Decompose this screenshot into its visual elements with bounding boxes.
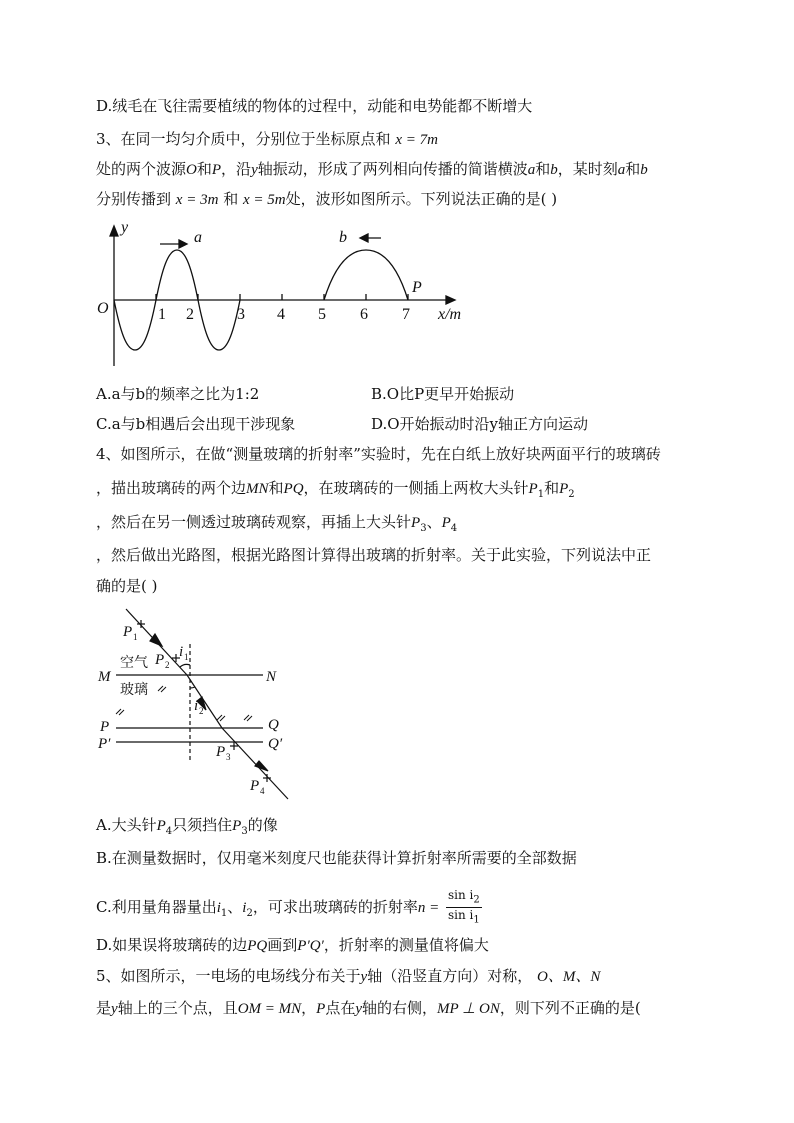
q4-ray-in-glass	[187, 675, 222, 728]
q4-option-b	[96, 848, 577, 868]
q3-math: a	[527, 162, 536, 178]
q4-sub: 3	[420, 523, 427, 534]
q3-origin-label: O	[97, 300, 109, 317]
q4-math: i	[216, 899, 221, 916]
q4-text: ，折射率的测量值将偏大	[323, 936, 489, 954]
q4-math: P	[156, 818, 166, 834]
q4-label-p3-sub: 3	[226, 752, 231, 762]
q3-math: y	[251, 162, 258, 178]
q4-text: 、	[426, 513, 442, 531]
q5-text: 5、如图所示，一电场的电场线分布关于	[96, 967, 361, 985]
q4-option-a	[96, 815, 278, 842]
q5-text: ，	[301, 999, 317, 1017]
q4-angle-i2-arc	[190, 687, 195, 688]
q4-text: 4、如图所示，在做“测量玻璃的折射率”实验时，先在白纸上放好块两面平行的玻璃砖	[96, 445, 661, 463]
q2-option-d-text: D.绒毛在飞往需要植绒的物体的过程中，动能和电势能都不断增大	[96, 97, 533, 115]
q4-math: P	[232, 818, 242, 834]
q4-ray-arrow-1	[150, 634, 162, 646]
q4-text: C.利用量角器量出	[96, 897, 217, 916]
q4-math: sin i	[448, 908, 474, 923]
q4-text: ，在玻璃砖的一侧插上两枚大头针	[303, 479, 529, 497]
q5-math: y	[355, 1001, 363, 1017]
q4-label-p3: P	[216, 744, 226, 760]
q3-math: x = 5m	[243, 192, 286, 208]
q3-text: 处，波形如图所示。下列说法正确的是( )	[285, 190, 558, 208]
q3-option-d-text: D.O开始振动时沿y轴正方向运动	[371, 415, 589, 433]
q3-math: O	[186, 162, 197, 178]
q4-fraction	[446, 888, 482, 928]
q4-text: ，然后做出光路图，根据光路图计算得出玻璃的折射率。关于此实验，下列说法中正	[96, 546, 652, 564]
q4-option-b-text: B.在测量数据时，仅用毫米刻度尺也能获得计算折射率所需要的全部数据	[96, 849, 577, 867]
q4-fraction-den	[446, 908, 482, 927]
q4-math: MN	[246, 481, 269, 497]
q3-text: 处的两个波源	[96, 160, 187, 178]
q4-label-glass: 玻璃	[120, 683, 148, 698]
q4-text: A.大头针	[96, 816, 157, 834]
q4-text: ，然后在另一侧透过玻璃砖观察，再插上大头针	[96, 513, 412, 531]
q4-sub: 1	[473, 914, 480, 926]
q4-label-p2: P	[155, 652, 165, 668]
q4-label-i2-sub: 2	[199, 706, 204, 716]
q3-math: x = 7m	[395, 132, 438, 148]
q5-text: 轴上的三个点，且	[117, 999, 238, 1017]
q3-tick-2: 2	[186, 306, 194, 323]
q4-text: 确的是( )	[96, 577, 158, 595]
q4-label-i1-sub: 1	[184, 652, 189, 662]
q4-text: 和	[544, 479, 560, 497]
q5-text: 点在	[325, 999, 356, 1017]
q3-tick-1: 1	[158, 306, 166, 323]
q3-math: b	[550, 162, 558, 178]
q3-math: a	[617, 162, 626, 178]
q4-option-c	[96, 888, 482, 929]
q4-label-air: 空气	[120, 656, 148, 671]
q4-fraction-num	[446, 888, 482, 908]
q3-option-c-text: C.a与b相遇后会出现干涉现象	[96, 415, 296, 433]
q3-tick-6: 6	[360, 306, 368, 323]
q4-sub: 3	[241, 826, 248, 837]
q4-math: P	[411, 515, 421, 531]
q3-math: P	[211, 162, 222, 178]
q3-option-b-text: B.O比P更早开始振动	[371, 385, 515, 403]
q4-label-p-prime: P′	[98, 736, 111, 752]
q4-label-p4-sub: 4	[260, 786, 265, 796]
q4-text: 只须挡住	[172, 816, 233, 834]
q3-math: x = 3m	[175, 192, 219, 208]
q4-label-q: Q	[268, 717, 279, 733]
q4-sub: 1	[537, 489, 545, 500]
q4-label-q-prime: Q′	[268, 736, 283, 752]
q3-tick-4: 4	[277, 306, 285, 323]
q4-label-i2: i	[194, 698, 199, 714]
q4-option-d	[96, 935, 489, 956]
q4-math: P	[441, 515, 451, 531]
q4-angle-i1-arc	[180, 664, 190, 667]
q5-text: 轴的右侧，	[362, 999, 438, 1017]
q5-text: 是	[96, 999, 112, 1017]
q4-math: P	[559, 481, 569, 497]
q3-tick-5: 5	[318, 306, 326, 323]
q3-tick-3: 3	[237, 306, 245, 323]
q4-math: PQ	[247, 938, 268, 954]
q4-label-m: M	[98, 669, 111, 685]
q4-label-p1-sub: 1	[133, 632, 138, 642]
q3-source-p-label: P	[412, 279, 422, 296]
q5-stem-line1	[96, 966, 600, 987]
q4-math: P′Q′	[297, 938, 324, 954]
q3-text: ，某时刻	[557, 160, 618, 178]
q3-text: 分别传播到	[96, 190, 172, 208]
q3-text: 轴振动，形成了两列相向传播的简谐横波	[257, 160, 528, 178]
q3-text: ，沿	[221, 160, 252, 178]
q4-text: D.如果误将玻璃砖的边	[96, 936, 248, 954]
q3-math: b	[640, 162, 648, 178]
q5-math: P	[316, 1001, 326, 1017]
q4-sub: 2	[246, 907, 253, 919]
q4-text: ，描出玻璃砖的两个边	[96, 479, 247, 497]
q5-math: y	[360, 969, 368, 985]
q5-math: OM = MN	[237, 1001, 302, 1017]
q4-math: i	[242, 899, 247, 916]
q4-pin-p1	[137, 620, 145, 628]
q3-text: 和	[196, 160, 212, 178]
q4-math: sin i	[448, 888, 474, 902]
q4-label-p4: P	[250, 778, 260, 794]
q4-text: ，可求出玻璃砖的折射率	[252, 897, 418, 916]
q4-label-p2-sub: 2	[165, 660, 170, 670]
q4-label-n: N	[266, 669, 277, 685]
q5-math: y	[111, 1001, 118, 1017]
q3-text: 和	[535, 160, 551, 178]
q5-math: MP ⊥ ON	[437, 1001, 500, 1017]
q3-stem-text: 3、在同一均匀介质中，分别位于坐标原点和	[96, 130, 391, 148]
q5-text: 轴（沿竖直方向）对称，	[367, 967, 533, 985]
q3-x-label: x/m	[438, 306, 462, 323]
q4-sub: 2	[568, 489, 575, 500]
q4-text: 、	[227, 897, 243, 916]
q4-sub: 2	[473, 894, 480, 906]
q4-text: 的像	[247, 816, 278, 834]
q4-pin-p4	[263, 774, 271, 782]
q3-tick-7: 7	[402, 306, 410, 323]
q4-text: 画到	[267, 936, 298, 954]
q4-text: 和	[268, 479, 284, 497]
q4-label-i1: i	[179, 644, 184, 660]
q4-label-p: P	[100, 719, 110, 735]
q4-math: P	[528, 481, 538, 497]
q3-wave-b-label: b	[339, 229, 347, 246]
q3-option-a-text: A.a与b的频率之比为1:2	[96, 385, 260, 403]
q4-label-p1: P	[123, 624, 133, 640]
q4-math: n =	[417, 899, 440, 916]
q3-text: 和	[625, 160, 641, 178]
q4-sub: 4	[165, 826, 173, 837]
q5-text: ，则下列不正确的是(	[499, 999, 641, 1017]
q3-y-label: y	[121, 219, 129, 236]
q3-text: 和	[223, 190, 239, 208]
q4-math: PQ	[283, 481, 304, 497]
q3-wave-a-label: a	[194, 229, 202, 246]
q4-sub: 4	[450, 523, 458, 534]
q4-sub: 1	[220, 907, 228, 919]
q4-ray-arrow-3	[255, 761, 268, 771]
q5-stem-line2	[96, 998, 641, 1019]
q5-math: O、M、N	[537, 969, 601, 985]
